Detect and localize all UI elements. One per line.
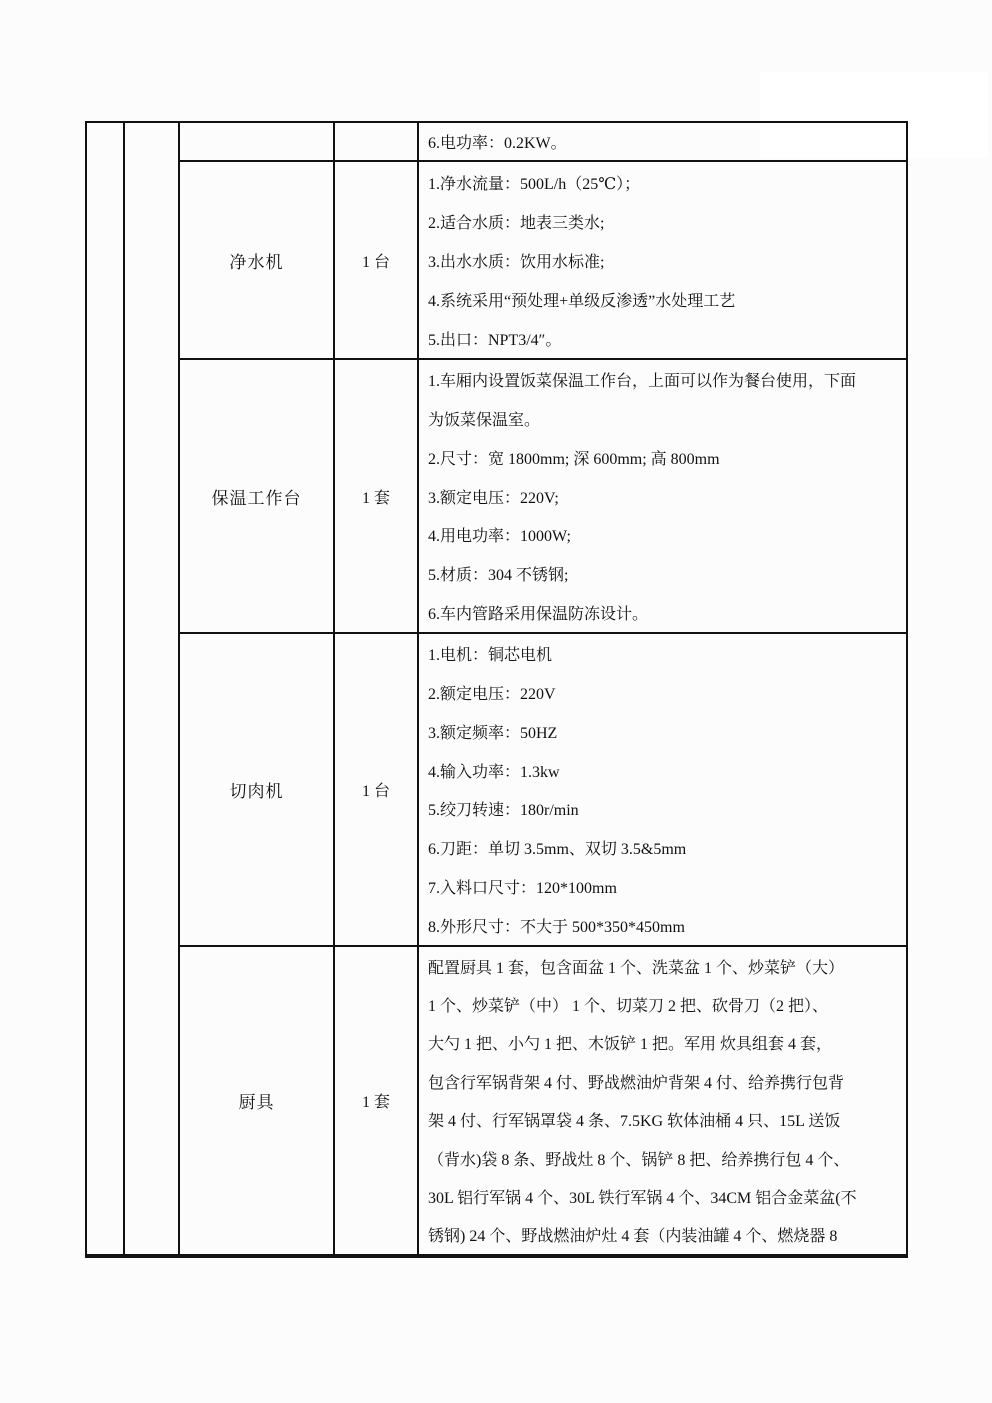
table-rows (180, 123, 906, 1254)
description-line: 5.绞刀转速：180r/min (428, 802, 579, 820)
equipment-name-cell (180, 123, 335, 160)
quantity-cell: 1 台 (335, 162, 419, 358)
description-cell (419, 123, 906, 160)
description-line: 为饭菜保温室。 (428, 411, 541, 429)
description-line: 2.适合水质：地表三类水; (428, 214, 605, 232)
table-row (180, 632, 906, 945)
description-line: 6.电功率：0.2KW。 (428, 135, 567, 152)
description-line: 配置厨具 1 套，包含面盆 1 个、洗菜盆 1 个、炒菜铲（大） (428, 959, 845, 977)
equipment-name-cell: 净水机 (180, 162, 335, 358)
quantity-cell: 1 台 (335, 634, 419, 945)
description-line: 3.出水水质：饮用水标准; (428, 253, 605, 271)
description-line: 5.出口：NPT3/4″。 (428, 331, 562, 349)
table-row (180, 160, 906, 358)
description-line: 1 个、炒菜铲（中） 1 个、切菜刀 2 把、砍骨刀（2 把）、 (428, 998, 829, 1016)
description-line: 4.系统采用“预处理+单级反渗透”水处理工艺 (428, 292, 736, 310)
quantity-cell: 1 套 (335, 947, 419, 1254)
gutter-column-2 (125, 123, 180, 1254)
description-line: 30L 铝行军锅 4 个、30L 铁行军锅 4 个、34CM 铝合金菜盆(不 (428, 1189, 857, 1207)
description-line: 2.尺寸：宽 1800mm; 深 600mm; 高 800mm (428, 450, 720, 468)
table-row (180, 123, 906, 160)
description-line: 8.外形尺寸：不大于 500*350*450mm (428, 919, 685, 937)
description-cell (419, 360, 906, 632)
description-line: 2.额定电压：220V (428, 685, 556, 703)
description-line: 1.净水流量：500L/h（25℃）； (428, 175, 641, 193)
description-line: 大勺 1 把、小勺 1 把、木饭铲 1 把。军用 炊具组套 4 套， (428, 1036, 833, 1054)
equipment-spec-table (85, 121, 908, 1258)
equipment-name-cell: 保温工作台 (180, 360, 335, 632)
equipment-name-cell: 切肉机 (180, 634, 335, 945)
description-line: 1.车厢内设置饭菜保温工作台，上面可以作为餐台使用，下面 (428, 372, 857, 390)
gutter-column-1 (87, 123, 125, 1254)
description-line: 7.入料口尺寸：120*100mm (428, 880, 617, 898)
description-cell (419, 634, 906, 945)
description-cell (419, 162, 906, 358)
description-line: 5.材质：304 不锈钢; (428, 567, 569, 585)
description-line: 4.输入功率：1.3kw (428, 763, 560, 781)
description-line: 架 4 付、行军锅罩袋 4 条、7.5KG 软体油桶 4 只、15L 送饭 (428, 1113, 841, 1131)
quantity-cell: 1 套 (335, 360, 419, 632)
description-line: 包含行军锅背架 4 付、野战燃油炉背架 4 付、给养携行包背 (428, 1074, 845, 1092)
description-line: 6.车内管路采用保温防冻设计。 (428, 606, 649, 624)
description-cell (419, 947, 906, 1254)
description-line: 锈钢) 24 个、野战燃油炉灶 4 套（内装油罐 4 个、燃烧器 8 (428, 1228, 838, 1246)
description-line: 3.额定频率：50HZ (428, 724, 558, 742)
description-line: 6.刀距：单切 3.5mm、双切 3.5&5mm (428, 841, 687, 859)
table-row (180, 358, 906, 632)
description-line: 4.用电功率：1000W; (428, 528, 571, 546)
description-line: （背水)袋 8 条、野战灶 8 个、锅铲 8 把、给养携行包 4 个、 (428, 1151, 850, 1169)
description-line: 3.额定电压：220V; (428, 489, 559, 507)
equipment-name-cell: 厨具 (180, 947, 335, 1254)
quantity-cell (335, 123, 419, 160)
table-row (180, 945, 906, 1254)
description-line: 1.电机：铜芯电机 (428, 646, 553, 664)
